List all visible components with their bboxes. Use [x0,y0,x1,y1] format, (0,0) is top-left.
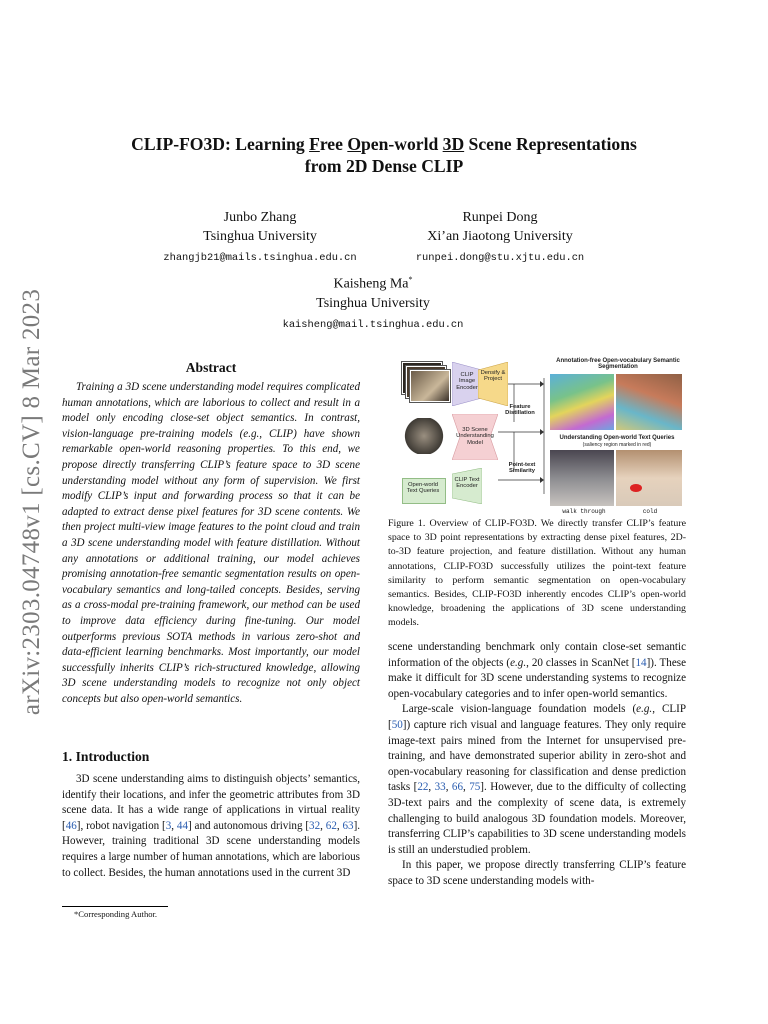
paragraph: In this paper, we propose directly transferring CLIP’s feature space to 3D scene understanding models with- [388,859,686,887]
query-result-cold [616,450,682,506]
figure-caption: Figure 1. Overview of CLIP-FO3D. We directly transfer CLIP’s feature space to 3D point representations by extracting dense pixel features, 2D-to-3D feature projection, and feature distillation. Without any human annotations, CLIP-FO3D successfully utilizes the point-text feature similarity to perform semantic segmentation on open-vocabulary semantics. Besides, CLIP-FO3D inherently encodes CLIP’s open-world knowledge, broadening the applications of 3D scene understanding models. [388,518,686,629]
author-affiliation: Tsinghua University [316,295,430,311]
queries-label: Open-world Text Queries [406,482,440,495]
author-email[interactable]: runpei.dong@stu.xjtu.edu.cn [415,252,585,264]
citation-link[interactable]: 3 [165,819,172,832]
author-name: Junbo Zhang [223,210,297,225]
segmentation-title: Annotation-free Open-vocabulary Semantic Segmentation [556,358,680,371]
understanding-subtitle: (saliency region marked in red) [582,442,652,448]
citation-link[interactable]: 62 [325,819,337,832]
author-affiliation: Tsinghua University [203,229,317,244]
citation-link[interactable]: 66 [451,781,463,794]
densify-label: Densify & Project [480,370,506,383]
point-text-similarity-label: Point-text Similarity [508,462,536,475]
citation-link[interactable]: 63 [342,819,354,832]
author-block-3 [268,270,478,335]
abstract-heading: Abstract [185,360,237,375]
citation-link[interactable]: 22 [417,781,429,794]
abstract-text: Training a 3D scene understanding model requires complicated human annotations, which are laborious to collect and result in a model only encoding close-set object semantics. In contrast, vision-language pre-training models (e.g., CLIP) have shown remarkable open-world reasoning properties. To this end, we propose directly transferring CLIP’s feature space to 3D scene understanding model without any form of supervision. We first modify CLIP’s input and forwarding process so that it can be adapted to extract dense pixel features for 3D scene contents. We then project multi-view image features to the point cloud and train a 3D scene understanding model with feature distillation. Without any annotations or additional training, our model achieves promising annotation-free semantic segmentation results on open-vocabulary semantics and long-tailed concepts. Besides, serving as a cross-modal pre-training framework, our method can be used to improve data efficiency during fine-tuning. Our model outperforms previous SOTA methods in various zero-shot and data-efficient learning benchmarks. Most importantly, our model successfully inherits CLIP’s rich-structured knowledge, allowing 3D scene understanding models to recognize not only object concepts but also open-world semantics. [62,381,360,705]
footnote-rule [62,906,168,907]
clip-image-encoder-label: CLIP Image Encoder [456,372,478,391]
feature-distillation-label: Feature Distillation [505,404,535,417]
citation-link[interactable]: 44 [176,819,188,832]
clip-text-encoder-label: CLIP Text Encoder [454,477,480,490]
right-column-text [388,640,686,890]
intro-paragraph: 3D scene understanding aims to distinguish objects’ semantics, identify their locations, and infer the geometric attributes from 3D scene data. It has a wide range of applications in virtual reality [46], robot navigation [3, 44] and autonomous driving [32, 62, 63]. However, training traditional 3D scene understanding models requires a large number of human annotations, which are laborious to collect. Besides, the human annotations used in the current 3D [62,773,361,879]
citation-link[interactable]: 46 [65,819,77,832]
segmentation-result-2 [616,374,682,430]
author-email[interactable]: kaisheng@mail.tsinghua.edu.cn [282,318,464,331]
citation-link[interactable]: 75 [469,781,481,794]
paragraph: Large-scale vision-language foundation models (e.g., CLIP [50]) capture rich visual and language features. They only require image-text pairs mined from the Internet for unsupervised pre-training, and have demonstrated superior ability in zero-shot and open-vocabulary reasoning for classification and dense prediction tasks [22, 33, 66, 75]. However, due to the difficulty of collecting 3D-text pairs and the complexity of scene data, is extremely challenging to build analogous 3D foundation models. Moreover, transferring CLIP’s capabilities to 3D scene understanding models is still an understudied problem. [388,703,687,856]
paragraph: scene understanding benchmark only contain close-set semantic information of the objects (e.g., 20 classes in ScanNet [14]). These make it difficult for 3D scene understanding systems to recognize open-vocabulary categories and to infer open-world semantics. [388,641,686,700]
figure-overview [394,356,686,514]
query-result-walk [550,450,614,506]
author-email[interactable]: zhangjb21@mails.tsinghua.edu.cn [163,252,357,264]
query-walk-label: walk through [562,508,606,515]
segmentation-result-1 [550,374,614,430]
author-name: Runpei Dong [462,210,538,225]
section-heading: 1. Introduction [62,749,150,764]
citation-link[interactable]: 32 [309,819,321,832]
understanding-title: Understanding Open-world Text Queries [559,435,675,441]
footnote-text: *Corresponding Author. [74,909,158,919]
introduction-section [62,749,360,881]
citation-link[interactable]: 14 [635,656,647,669]
saliency-marker [630,484,642,492]
arxiv-identifier: arXiv:2303.04748v1 [cs.CV] 8 Mar 2023 [18,288,45,716]
scene-model-label: 3D Scene Understanding Model [456,427,494,446]
abstract-section [62,360,360,707]
query-cold-label: cold [642,508,658,515]
citation-link[interactable]: 33 [434,781,446,794]
arxiv-sidebar [10,282,54,722]
author-block-1 [160,208,360,268]
author-block-2 [400,208,600,268]
paper-title: CLIP-FO3D: Learning Free Open-world 3D Scene Representations from 2D Dense CLIP [131,134,637,176]
point-cloud-image [404,418,444,454]
author-affiliation: Xi’an Jiaotong University [427,229,573,244]
footnote [62,906,168,919]
author-name: Kaisheng Ma* [333,275,413,292]
citation-link[interactable]: 50 [391,718,403,731]
